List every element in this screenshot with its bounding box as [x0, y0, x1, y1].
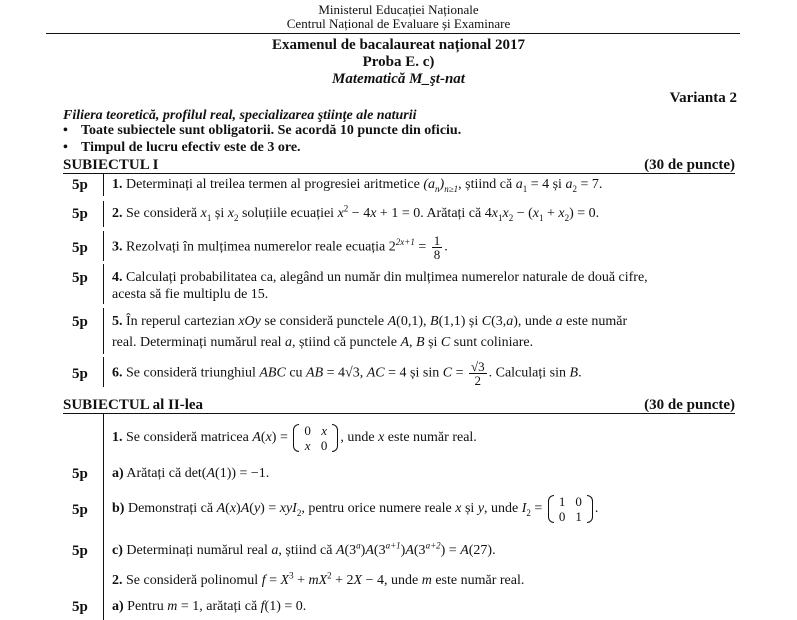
question-4-line1: Calculați probabilitatea ca, alegând un număr din mulțimea numerelor naturale de două cifre,	[126, 270, 648, 285]
question-ii-1c: c) Determinați numărul real a, știind că $A(3^a)A(3^{a+1})A(3^{a+2}) = A(27)$.	[112, 540, 496, 558]
subject-text: Matematică M_şt-nat	[332, 71, 465, 87]
question-number: a)	[112, 599, 124, 614]
item-points: 5p	[72, 599, 88, 615]
question-number: c)	[112, 543, 123, 558]
item-points: 5p	[72, 466, 88, 482]
question-number: 5.	[112, 314, 123, 329]
section1-divider	[63, 173, 735, 174]
ministry-name: Ministerul Educației Naționale	[318, 2, 479, 17]
item-points: 5p	[72, 502, 88, 518]
question-1: 1. Determinați al treilea termen al progresiei aritmetice $(a_n)_{n\ge 1}$, știind că $a_1 = 4$ și $a_2 = 7$.	[112, 177, 603, 194]
points-column-divider	[103, 264, 104, 304]
question-ii-1a: a) Arătați că det(A(1)) = −1.	[112, 466, 270, 481]
points-column-divider	[103, 201, 104, 227]
section2-divider	[63, 413, 735, 414]
question-ii-1b: b) Demonstrați că A(x)A(y) = xyI$_2$, pentru orice numere reale x și y, unde $I_2$ = 1 0 0 1 .	[112, 494, 599, 524]
points-column-divider	[103, 414, 104, 620]
question-number: 4.	[112, 270, 123, 285]
question-number: 6.	[112, 365, 123, 381]
item-points: 5p	[72, 206, 88, 222]
section2-points: (30 de puncte)	[644, 397, 735, 413]
item-points: 5p	[72, 366, 88, 382]
instruction-1	[63, 123, 461, 139]
filiera-text: Filiera teoretică, profilul real, specializarea ştiinţe ale naturii	[63, 108, 417, 123]
instruction-1-text: Toate subiectele sunt obligatorii. Se acordă 10 puncte din oficiu.	[81, 123, 462, 138]
question-number: 2.	[112, 206, 123, 221]
item-points: 5p	[72, 543, 88, 559]
question-number: 1.	[112, 177, 123, 192]
question-ii-2a: a) Pentru m = 1, arătați că f(1) = 0.	[112, 599, 307, 614]
section1-points: (30 de puncte)	[644, 157, 735, 173]
section2-title: SUBIECTUL al II-lea	[63, 397, 204, 413]
question-number: 1.	[112, 430, 123, 446]
header-divider	[46, 33, 740, 34]
question-5-line2: real. Determinați numărul real a, știind că punctele A, B și C sunt coliniare.	[112, 335, 534, 350]
question-5: 5. În reperul cartezian xOy se consideră punctele A(0,1), B(1,1) și C(3,a), unde a este număr	[112, 314, 628, 329]
question-4	[112, 270, 734, 286]
question-6: 6. Se consideră triunghiul ABC cu AB = 4√3, AC = 4 și sin C = $\frac{√3}{2}$ . Calculați sin B.	[112, 359, 582, 388]
points-column-divider	[103, 357, 104, 387]
question-ii-1: 1. Se consideră matricea A(x) = 0 x x 0 , unde x este număr real.	[112, 423, 477, 453]
item-points: 5p	[72, 270, 88, 286]
question-4-line2: acesta să fie multiplu de 15.	[112, 287, 269, 302]
matrix-a: 0 x x 0	[293, 423, 338, 453]
question-ii-2: 2. Se consideră polinomul $f = X^3 + mX^2 + 2X - 4$, unde m este număr real.	[112, 570, 525, 588]
center-name: Centrul Național de Evaluare și Examinare	[286, 16, 511, 31]
bullet-icon: •	[63, 140, 68, 155]
question-number: 3.	[112, 239, 123, 255]
proba-label: Proba E. c)	[362, 54, 435, 70]
question-3: 3. Rezolvați în mulțimea numerelor reale ecuația $2^{2x+1}$ = $\frac{1}{8}$ .	[112, 233, 448, 262]
section1-title: SUBIECTUL I	[63, 157, 159, 173]
item-points: 5p	[72, 177, 88, 193]
points-column-divider	[103, 231, 104, 261]
item-points: 5p	[72, 314, 88, 330]
bullet-icon: •	[63, 123, 68, 138]
item-points: 5p	[72, 240, 88, 256]
matrix-identity: 1 0 0 1	[548, 494, 593, 524]
instruction-2	[63, 140, 301, 156]
instruction-2-text: Timpul de lucru efectiv este de 3 ore.	[81, 140, 301, 155]
question-2: 2. Se consideră $x_1$ și $x_2$ soluțiile ecuației $x^2 - 4x + 1 = 0$. Arătați că $4x_1x_2 - (x_1 + x_2) = 0$.	[112, 203, 600, 223]
exam-title: Examenul de bacalaureat național 2017	[271, 37, 526, 53]
variant-label: Varianta 2	[669, 90, 737, 106]
points-column-divider	[103, 174, 104, 196]
points-column-divider	[103, 308, 104, 354]
subject-label	[0, 71, 797, 88]
question-number: 2.	[112, 573, 123, 588]
question-number: a)	[112, 466, 124, 481]
question-number: b)	[112, 501, 125, 517]
